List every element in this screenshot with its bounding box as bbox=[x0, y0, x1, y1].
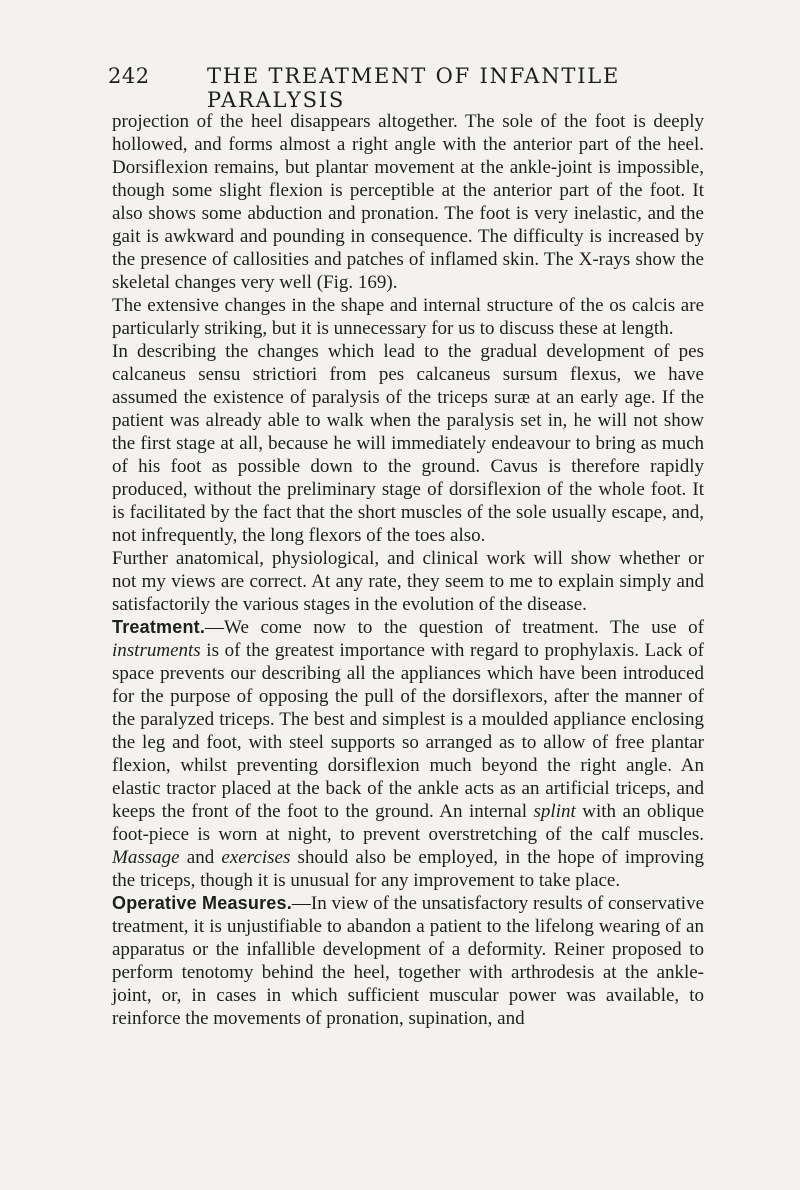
paragraph-operative bbox=[112, 892, 704, 1030]
operative-text: —In view of the unsatisfactory results of conservative treatment, it is unjustifiable to abandon a patient to the lifelong wearing of an apparatus or the infallible development of a deformity. Reiner proposed to perform tenotomy behind the heel, together with arthrodesis at the ankle-joint, or, in cases in which sufficient muscular power was available, to reinforce the movements of pronation, supination, and bbox=[112, 893, 705, 1029]
paragraph-further-work: Further anatomical, physiological, and clinical work will show whether or not my views are correct. At any rate, they seem to me to explain simply and satisfactorily the various stages in the evolution of the disease. bbox=[112, 548, 704, 615]
treatment-text-5: should also be employed, in the hope of improving the triceps, though it is unusual for any improvement to take place. bbox=[112, 847, 704, 891]
treatment-text-3: with an oblique foot-piece is worn at night, to prevent overstretching of the calf muscles. bbox=[112, 801, 705, 845]
treatment-heading: Treatment. bbox=[112, 617, 206, 637]
treatment-emphasis-splint: splint bbox=[533, 801, 576, 822]
treatment-text-2: is of the greatest importance with regard to prophylaxis. Lack of space prevents our describing all the appliances which have been introduced for the purpose of opposing the pull of the dorsiflexors, after the manner of the paralyzed triceps. The best and simplest is a moulded appliance enclosing the leg and foot, with steel supports so arranged as to allow of free plantar flexion, whilst preventing dorsiflexion much beyond the right angle. An elastic tractor placed at the back of the ankle acts as an artificial triceps, and keeps the front of the foot to the ground. An internal bbox=[112, 640, 704, 822]
running-title: THE TREATMENT OF INFANTILE PARALYSIS bbox=[207, 64, 621, 112]
page-number: 242 bbox=[108, 64, 150, 88]
treatment-text-1: —We come now to the question of treatment. The use of bbox=[205, 617, 704, 638]
body-text bbox=[112, 110, 704, 1030]
paragraph-pes-calcaneus: In describing the changes which lead to the gradual development of pes calcaneus sensu strictiori from pes calcaneus sursum flexus, we have assumed the existence of paralysis of the triceps suræ at an early age. If the patient was already able to walk when the paralysis set in, he will not show the first stage at all, because he will immediately endeavour to bring as much of his foot as possible down to the ground. Cavus is therefore rapidly produced, without the preliminary stage of dorsiflexion of the whole foot. It is facilitated by the fact that the short muscles of the sole usually escape, and, not infrequently, the long flexors of the toes also. bbox=[112, 341, 704, 546]
treatment-emphasis-exercises: exercises bbox=[221, 847, 291, 868]
treatment-text-4: and bbox=[179, 847, 222, 868]
paragraph-heel-description: projection of the heel disappears altogether. The sole of the foot is deeply hollowed, and forms almost a right angle with the anterior part of the heel. Dorsiflexion remains, but plantar movement at the ankle-joint is impossible, though some slight flexion is perceptible at the anterior part of the foot. It also shows some abduction and pronation. The foot is very inelastic, and the gait is awkward and pounding in consequence. The difficulty is increased by the presence of callosities and patches of inflamed skin. The X-rays show the skeletal changes very well (Fig. 169). bbox=[112, 111, 704, 293]
treatment-emphasis-instruments: instruments bbox=[112, 640, 201, 661]
page-header bbox=[108, 64, 708, 112]
paragraph-treatment bbox=[112, 616, 704, 892]
treatment-emphasis-massage: Massage bbox=[112, 847, 180, 868]
paragraph-os-calcis: The extensive changes in the shape and internal structure of the os calcis are particularly striking, but it is unnecessary for us to discuss these at length. bbox=[112, 295, 704, 339]
operative-heading: Operative Measures. bbox=[112, 893, 292, 913]
